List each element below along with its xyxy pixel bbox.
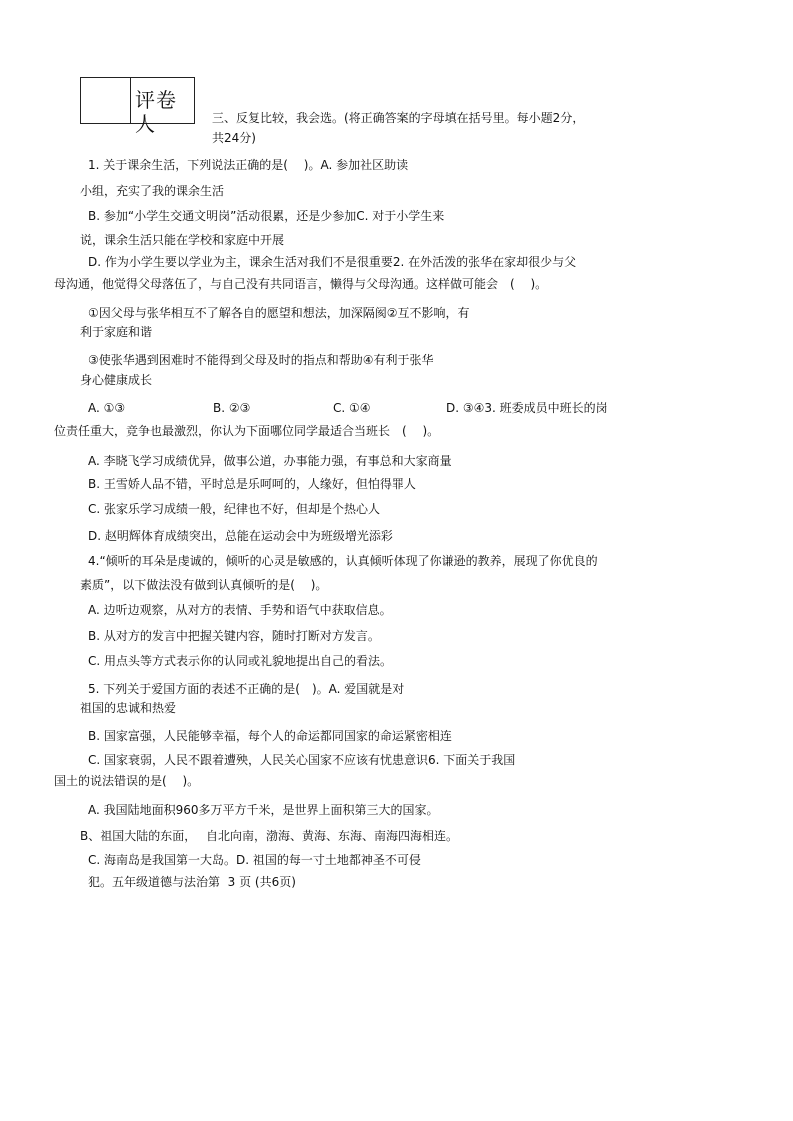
option-a: A. ①③ [88,401,126,415]
section-heading-cont: 共24分) [212,131,256,145]
option-c: C. 国家衰弱，人民不跟着遭殃，人民关心国家不应该有忧患意识6. 下面关于我国 [88,753,516,767]
option-c: C. 海南岛是我国第一大岛。D. 祖国的每一寸土地都神圣不可侵 [88,853,421,867]
question-6: 国土的说法错误的是( )。 [54,774,200,788]
option-a: A. 边听边观察，从对方的表情、手势和语气中获取信息。 [88,603,392,617]
question-2-line: 利于家庭和谐 [80,325,153,339]
question-1-line: B. 参加“小学生交通文明岗”活动很累，还是少参加C. 对于小学生来 [88,209,445,223]
question-4-line: 素质”，以下做法没有做到认真倾听的是( )。 [80,578,328,592]
question-2: 母沟通，他觉得父母落伍了，与自己没有共同语言，懒得与父母沟通。这样做可能会 ( )。 [54,277,548,291]
section-heading: 三、反复比较，我会选。(将正确答案的字母填在括号里。每小题2分， [212,111,585,125]
option-b: B、祖国大陆的东面， 自北向南，渤海、黄海、东海、南海四海相连。 [80,829,459,843]
grader-label: 评卷人 [135,88,177,136]
option-b: B. 王雪娇人品不错，平时总是乐呵呵的，人缘好，但怕得罪人 [88,477,416,491]
option-c: C. 用点头等方式表示你的认同或礼貌地提出自己的看法。 [88,654,393,668]
question-2-line: ③使张华遇到困难时不能得到父母及时的指点和帮助④有利于张华 [88,353,434,367]
option-b: B. 国家富强，人民能够幸福，每个人的命运都同国家的命运紧密相连 [88,729,452,743]
option-c: C. ①④ [333,401,371,415]
option-c: C. 张家乐学习成绩一般，纪律也不好，但却是个热心人 [88,502,381,516]
option-d: D. ③④3. 班委成员中班长的岗 [446,401,608,415]
question-5: 5. 下列关于爱国方面的表述不正确的是( )。A. 爱国就是对 [88,682,405,696]
page-footer: 犯。五年级道德与法治第 3 页 (共6页) [88,875,296,889]
question-1: 1. 关于课余生活，下列说法正确的是( )。A. 参加社区助读 [88,158,409,172]
question-5-line: 祖国的忠诚和热爱 [80,701,177,715]
question-2-line: ①因父母与张华相互不了解各自的愿望和想法，加深隔阂②互不影响，有 [88,306,470,320]
question-3: 位责任重大，竞争也最激烈，你认为下面哪位同学最适合当班长 ( )。 [54,424,440,438]
question-1-line: 说，课余生活只能在学校和家庭中开展 [80,233,285,247]
option-b: B. ②③ [213,401,251,415]
option-a: A. 我国陆地面积960多万平方千米，是世界上面积第三大的国家。 [88,803,439,817]
grader-box-divider [130,78,131,123]
question-2-line: 身心健康成长 [80,373,153,387]
option-a: A. 李晓飞学习成绩优异，做事公道，办事能力强，有事总和大家商量 [88,454,452,468]
question-1-line: 小组，充实了我的课余生活 [80,184,225,198]
question-4: 4.“倾听的耳朵是虔诚的，倾听的心灵是敏感的，认真倾听体现了你谦逊的教养，展现了你优良的 [88,554,598,568]
option-d: D. 赵明辉体育成绩突出，总能在运动会中为班级增光添彩 [88,529,393,543]
question-1-line: D. 作为小学生要以学业为主，课余生活对我们不是很重要2. 在外活泼的张华在家却很少与父 [88,255,577,269]
grader-box [80,77,195,136]
option-b: B. 从对方的发言中把握关键内容，随时打断对方发言。 [88,629,380,643]
